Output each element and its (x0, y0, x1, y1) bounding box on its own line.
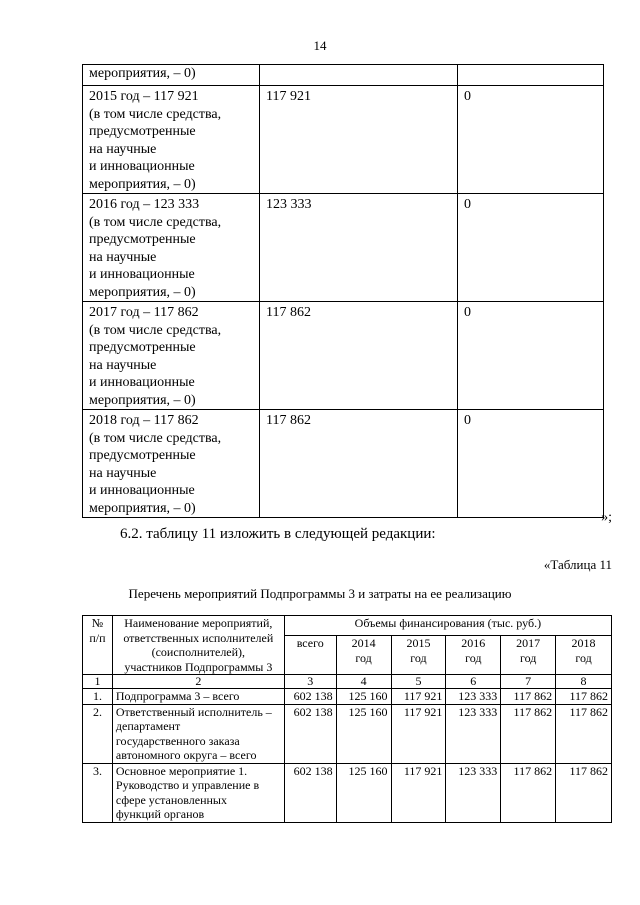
cell-line: мероприятия, – 0) (89, 284, 196, 300)
cell-line: (в том числе средства, (89, 430, 222, 446)
other-amount-cell: 0 (458, 86, 604, 194)
cell-line: на научные (89, 357, 157, 373)
table-row (83, 86, 604, 194)
cell-line: Руководство и управление в (115, 778, 260, 792)
table-row (83, 65, 604, 86)
year-header (284, 636, 336, 675)
amount-cell: 117 921 (260, 86, 458, 194)
value-cell: 117 862 (556, 689, 612, 705)
cell-line: функций органов (115, 807, 205, 821)
value-cell: 125 160 (336, 704, 391, 763)
value-cell: 602 138 (284, 689, 336, 705)
year-header (501, 636, 556, 675)
table-row (83, 689, 612, 705)
header-line: 2015 (406, 636, 431, 651)
header-line: 2016 (461, 636, 486, 651)
closing-quote-mark: »; (601, 510, 612, 525)
page-number: 14 (313, 38, 327, 53)
value-cell: 117 862 (556, 763, 612, 822)
header-line: год (355, 650, 372, 665)
header-row (83, 616, 612, 636)
header-line: ответственных исполнителей (123, 630, 274, 645)
cell-line: мероприятия, – 0) (89, 392, 196, 408)
year-header (336, 636, 391, 675)
value-cell: 117 862 (556, 704, 612, 763)
table-cell: мероприятия, – 0) (83, 65, 260, 86)
cell-line: мероприятия, – 0) (89, 500, 196, 516)
value-cell: 123 333 (446, 689, 501, 705)
table-caption: Перечень мероприятий Подпрограммы 3 и затраты на ее реализацию (128, 586, 512, 601)
column-index: 8 (556, 675, 612, 689)
cell-line: 2018 год – 117 862 (89, 413, 199, 428)
table-row (83, 194, 604, 302)
year-description-cell (83, 194, 260, 302)
activity-name (112, 704, 284, 763)
cell-line: государственного заказа (115, 733, 240, 748)
year-header (556, 636, 612, 675)
amount-cell: 123 333 (260, 194, 458, 302)
cell-line: 2015 год – 117 921 (89, 89, 199, 104)
other-amount-cell: 0 (458, 302, 604, 410)
cell-line: предусмотренные (89, 340, 196, 355)
value-cell: 117 921 (391, 763, 446, 822)
amount-cell: 117 862 (260, 302, 458, 410)
year-header (391, 636, 446, 675)
column-index: 3 (284, 675, 336, 689)
year-description-cell (83, 86, 260, 194)
table-row (83, 410, 604, 518)
cell-line: предусмотренные (89, 232, 196, 247)
cell-line: Ответственный исполнитель – (115, 704, 272, 719)
column-index: 6 (446, 675, 501, 689)
amendment-instruction: 6.2. таблицу 11 изложить в следующей редакции: (120, 526, 436, 542)
table-row (83, 302, 604, 410)
header-line: Наименование мероприятий, (124, 616, 273, 630)
activity-name (112, 763, 284, 822)
table-row (83, 763, 612, 822)
cell-line: на научные (89, 141, 157, 157)
row-number: 3. (83, 763, 113, 822)
cell-line: и инновационные (89, 483, 195, 498)
header-line: год (465, 650, 482, 665)
cell-line: предусмотренные (89, 124, 196, 139)
column-index: 7 (501, 675, 556, 689)
column-index: 1 (83, 675, 113, 689)
cell-line: предусмотренные (89, 448, 196, 463)
header-line: 2017 (516, 636, 541, 651)
year-header (446, 636, 501, 675)
header-line: № (91, 616, 104, 630)
number-header (83, 616, 113, 675)
value-cell: 125 160 (336, 689, 391, 705)
header-line: п/п (89, 630, 106, 645)
cell-line: Подпрограмма 3 – всего (115, 689, 240, 703)
cell-line: Основное мероприятие 1. (115, 763, 248, 778)
column-index: 5 (391, 675, 446, 689)
activity-name (112, 689, 284, 705)
cell-line: 2016 год – 123 333 (89, 197, 200, 212)
name-header (112, 616, 284, 675)
row-number: 1. (83, 689, 113, 705)
header-line: год (575, 650, 592, 665)
year-description-cell (83, 302, 260, 410)
cell-line: 2017 год – 117 862 (89, 305, 199, 320)
cell-line: и инновационные (89, 375, 195, 390)
cell-line: (в том числе средства, (89, 214, 222, 230)
cell-line: на научные (89, 465, 157, 481)
value-cell: 117 862 (501, 704, 556, 763)
funding-header: Объемы финансирования (тыс. руб.) (284, 616, 611, 636)
cell-line: на научные (89, 249, 157, 265)
header-line: участников Подпрограммы 3 (124, 659, 273, 674)
cell-line: департамент (115, 719, 181, 733)
table-cell (458, 65, 604, 86)
table-cell (260, 65, 458, 86)
cell-line: и инновационные (89, 159, 195, 174)
subprogram-activities-table (82, 615, 612, 823)
column-index: 2 (112, 675, 284, 689)
value-cell: 117 862 (501, 763, 556, 822)
header-line: 2018 (571, 636, 596, 651)
header-line: (соисполнителей), (151, 645, 246, 659)
value-cell: 125 160 (336, 763, 391, 822)
value-cell: 117 921 (391, 704, 446, 763)
cell-line: (в том числе средства, (89, 106, 222, 122)
other-amount-cell: 0 (458, 410, 604, 518)
cell-line: и инновационные (89, 267, 195, 282)
value-cell: 117 862 (501, 689, 556, 705)
row-number: 2. (83, 704, 113, 763)
cell-line: сфере установленных (115, 792, 227, 807)
value-cell: 123 333 (446, 704, 501, 763)
header-line: год (519, 650, 537, 665)
column-index: 4 (336, 675, 391, 689)
value-cell: 602 138 (284, 704, 336, 763)
value-cell: 117 921 (391, 689, 446, 705)
amount-cell: 117 862 (260, 410, 458, 518)
cell-line: мероприятия, – 0) (89, 176, 196, 192)
header-line: 2014 (351, 636, 376, 651)
value-cell: 602 138 (284, 763, 336, 822)
table-row (83, 704, 612, 763)
cell-line: (в том числе средства, (89, 322, 222, 338)
header-line: год (410, 650, 427, 665)
value-cell: 123 333 (446, 763, 501, 822)
header-line: всего (296, 636, 324, 651)
column-index-row (83, 675, 612, 689)
funding-continuation-table (82, 64, 604, 518)
cell-line: автономного округа – всего (115, 748, 257, 762)
table-label: «Таблица 11 (543, 557, 612, 572)
other-amount-cell: 0 (458, 194, 604, 302)
year-description-cell (83, 410, 260, 518)
